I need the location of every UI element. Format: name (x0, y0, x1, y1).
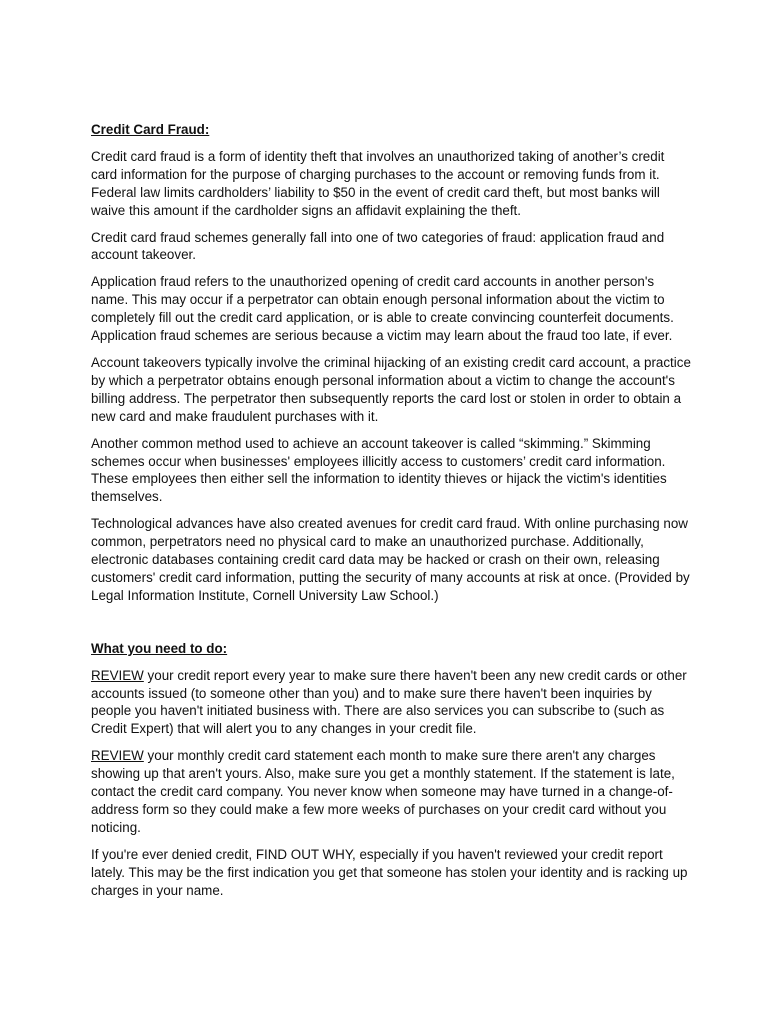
paragraph-account-takeover: Account takeovers typically involve the criminal hijacking of an existing credit card account, a practice by which a perpetrator obtains enough personal information about a victim to change the account's billing address. The perpetrator then subsequently reports the card lost or stolen in order to obtain a new card and make fraudulent purchases with it. (91, 354, 691, 424)
paragraph-application-fraud: Application fraud refers to the unauthorized opening of credit card accounts in another person's name. This may occur if a perpetrator can obtain enough personal information about the victim to completely fill out the credit card application, or is able to create convincing counterfeit documents. Application fraud schemes are serious because a victim may learn about the fraud too late, if ever. (91, 274, 674, 344)
review-statement-text: your monthly credit card statement each month to make sure there aren't any charges showing up that aren't yours. Also, make sure you get a monthly statement. If the statement is late, contact the credit card company. You never know when someone may have turned in a change-of-address form so they could make a few more weeks of purchases on your credit card without you noticing. (91, 748, 675, 835)
section-heading-what-you-need-to-do: What you need to do: (91, 640, 228, 656)
paragraph-review-statement (91, 747, 691, 837)
paragraph-definition: Credit card fraud is a form of identity theft that involves an unauthorized taking of another’s credit card information for the purpose of charging purchases to the account or removing funds from it. Federal law limits cardholders’ liability to $50 in the event of credit card theft, but most banks will waive this amount if the cardholder signs an affidavit explaining the theft. (91, 148, 665, 218)
paragraph-categories: Credit card fraud schemes generally fall into one of two categories of fraud: application fraud and account takeover. (91, 229, 665, 263)
paragraph-technological-advances: Technological advances have also created avenues for credit card fraud. With online purchasing now common, perpetrators need no physical card to make an unauthorized purchase. Additionally, electronic databases containing credit card data may be hacked or crash on their own, releasing customers' credit card information, putting the security of many accounts at risk at once. (Provided by Legal Information Institute, Cornell University Law School.) (91, 516, 690, 603)
review-lead-word: REVIEW (91, 748, 144, 764)
section-spacer (91, 614, 691, 640)
paragraph-denied-credit: If you're ever denied credit, FIND OUT WHY, especially if you haven't reviewed your credit report lately. This may be the first indication you get that someone has stolen your identity and is racking up charges in your name. (91, 846, 688, 898)
paragraph-skimming: Another common method used to achieve an account takeover is called “skimming.” Skimming schemes occur when businesses' employees illicitly access to customers’ credit card information. These employees then either sell the information to identity thieves or hijack the victim's identities themselves. (91, 435, 667, 505)
review-credit-report-text: your credit report every year to make sure there haven't been any new credit cards or other accounts issued (to someone other than you) and to make sure there haven't been inquiries by people you haven't initiated business with. There are also services you can subscribe to (such as Credit Expert) that will alert you to any changes in your credit file. (91, 667, 687, 737)
paragraph-review-credit-report (91, 667, 691, 739)
review-lead-word: REVIEW (91, 667, 144, 683)
document-page (91, 121, 691, 909)
section-heading-credit-card-fraud: Credit Card Fraud: (91, 122, 210, 137)
